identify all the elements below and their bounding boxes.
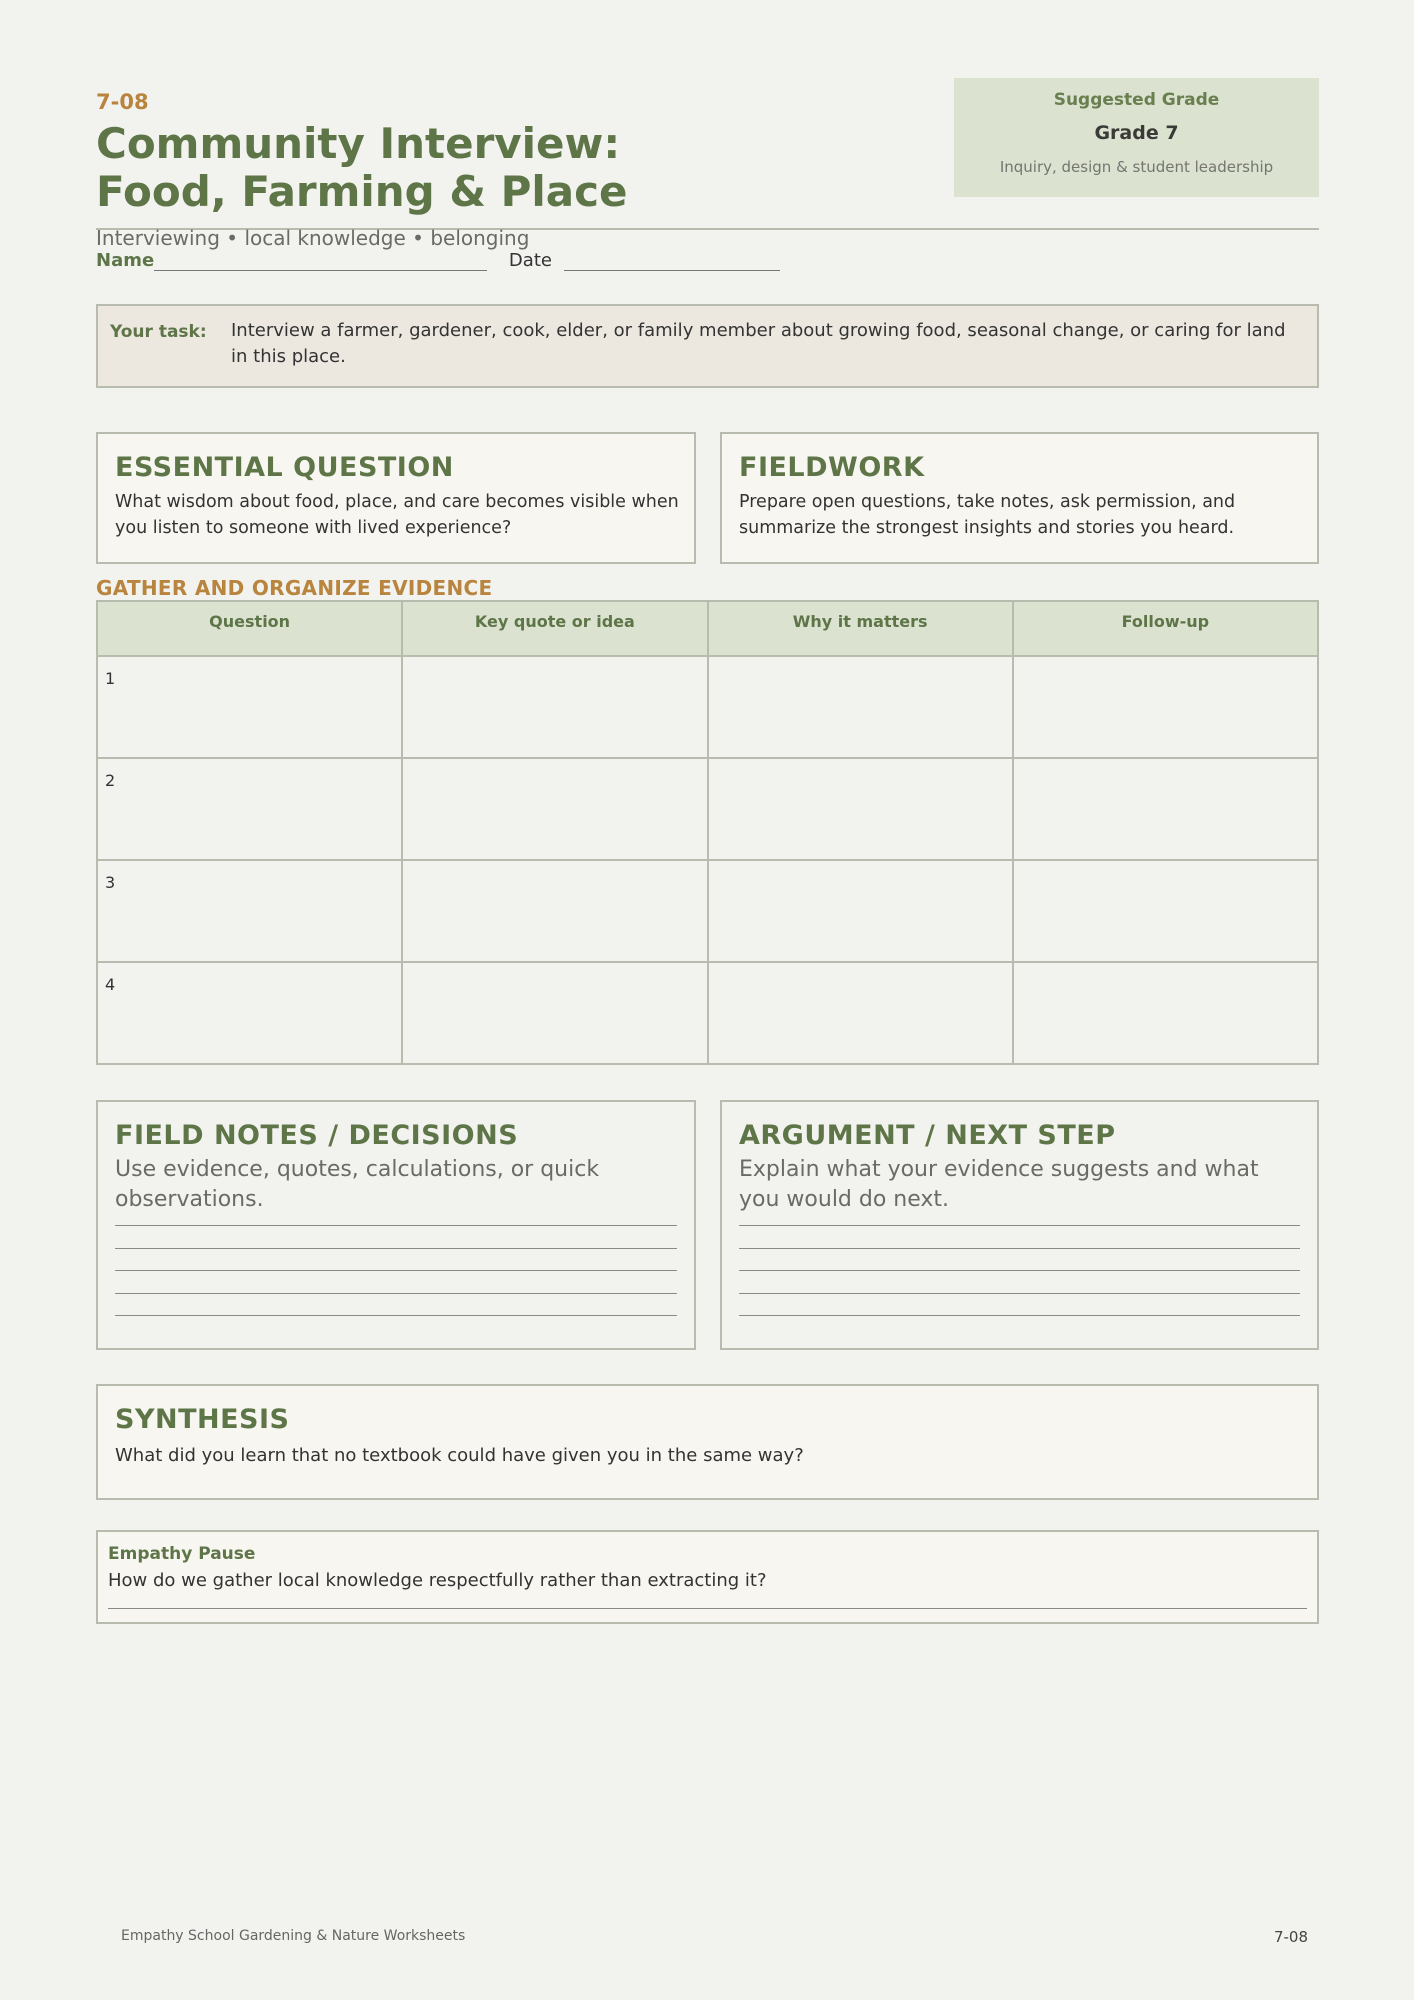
writing-line[interactable] bbox=[739, 1293, 1300, 1294]
footer-page-code: 7-08 bbox=[1273, 1928, 1308, 1946]
writing-line[interactable] bbox=[115, 1270, 677, 1271]
table-cell[interactable] bbox=[1013, 656, 1318, 758]
table-cell[interactable] bbox=[402, 656, 707, 758]
grade-box-description: Inquiry, design & student leadership bbox=[999, 158, 1274, 176]
worksheet-code: 7-08 bbox=[96, 90, 149, 114]
writing-line[interactable] bbox=[115, 1225, 677, 1226]
table-row bbox=[97, 656, 1318, 758]
argument-prompt: Explain what your evidence suggests and what you would do next. bbox=[739, 1157, 1259, 1212]
field-notes-prompt: Use evidence, quotes, calculations, or quick observations. bbox=[115, 1157, 600, 1212]
writing-line[interactable] bbox=[108, 1608, 1307, 1609]
writing-line[interactable] bbox=[115, 1293, 677, 1294]
table-cell[interactable] bbox=[1013, 962, 1318, 1064]
argument-heading: ARGUMENT / NEXT STEP bbox=[739, 1120, 1116, 1151]
writing-line[interactable] bbox=[739, 1315, 1300, 1316]
writing-line[interactable] bbox=[739, 1225, 1300, 1226]
writing-line[interactable] bbox=[115, 1315, 677, 1316]
task-box bbox=[96, 304, 1319, 388]
synthesis-card bbox=[96, 1384, 1319, 1500]
task-label: Your task: bbox=[110, 322, 207, 342]
field-notes-heading: FIELD NOTES / DECISIONS bbox=[115, 1120, 519, 1151]
row-number-cell[interactable]: 4 bbox=[97, 962, 402, 1064]
evidence-table-header bbox=[97, 601, 1318, 656]
column-header-key-quote: Key quote or idea bbox=[402, 601, 707, 656]
essential-question-heading: ESSENTIAL QUESTION bbox=[115, 452, 454, 483]
essential-question-card bbox=[96, 432, 696, 564]
grade-box-label: Suggested Grade bbox=[1053, 90, 1220, 110]
table-row bbox=[97, 758, 1318, 860]
fieldwork-heading: FIELDWORK bbox=[739, 452, 925, 483]
table-cell[interactable] bbox=[402, 962, 707, 1064]
fieldwork-card bbox=[720, 432, 1319, 564]
table-cell[interactable] bbox=[402, 860, 707, 962]
empathy-pause-card bbox=[96, 1530, 1319, 1624]
table-cell[interactable] bbox=[708, 860, 1013, 962]
table-row bbox=[97, 860, 1318, 962]
essential-question-text: What wisdom about food, place, and care becomes visible when you listen to someone with lived experience? bbox=[115, 492, 679, 538]
synthesis-heading: SYNTHESIS bbox=[115, 1404, 290, 1435]
synthesis-text: What did you learn that no textbook could have given you in the same way? bbox=[115, 1445, 804, 1466]
empathy-pause-text: How do we gather local knowledge respectfully rather than extracting it? bbox=[108, 1570, 767, 1591]
column-header-follow-up: Follow-up bbox=[1013, 601, 1318, 656]
column-header-why-it-matters: Why it matters bbox=[708, 601, 1013, 656]
table-cell[interactable] bbox=[708, 656, 1013, 758]
writing-line[interactable] bbox=[115, 1248, 677, 1249]
footer-series-title: Empathy School Gardening & Nature Worksheets bbox=[121, 1928, 466, 1944]
name-field[interactable] bbox=[154, 252, 487, 271]
writing-line[interactable] bbox=[739, 1248, 1300, 1249]
table-row bbox=[97, 962, 1318, 1064]
table-cell[interactable] bbox=[1013, 860, 1318, 962]
page-title bbox=[96, 120, 628, 216]
task-text: Interview a farmer, gardener, cook, elder, or family member about growing food, seasonal change, or caring for land in this place. bbox=[231, 320, 1286, 367]
empathy-pause-label: Empathy Pause bbox=[108, 1544, 256, 1564]
title-line-2: Food, Farming & Place bbox=[96, 167, 628, 216]
column-header-question: Question bbox=[97, 601, 402, 656]
table-cell[interactable] bbox=[402, 758, 707, 860]
row-number-cell[interactable]: 3 bbox=[97, 860, 402, 962]
row-number-cell[interactable]: 1 bbox=[97, 656, 402, 758]
argument-card bbox=[720, 1100, 1319, 1350]
evidence-heading: GATHER AND ORGANIZE EVIDENCE bbox=[96, 576, 493, 600]
name-label: Name bbox=[96, 250, 155, 271]
student-info-row bbox=[96, 250, 780, 271]
evidence-table bbox=[96, 600, 1319, 1065]
date-field[interactable] bbox=[564, 252, 780, 271]
grade-box-grade: Grade 7 bbox=[1094, 122, 1179, 144]
fieldwork-text: Prepare open questions, take notes, ask permission, and summarize the strongest insights and stories you heard. bbox=[739, 492, 1236, 538]
table-cell[interactable] bbox=[708, 758, 1013, 860]
grade-box bbox=[954, 78, 1319, 197]
field-notes-card bbox=[96, 1100, 696, 1350]
table-cell[interactable] bbox=[708, 962, 1013, 1064]
title-line-1: Community Interview: bbox=[96, 119, 621, 168]
writing-line[interactable] bbox=[739, 1270, 1300, 1271]
page-subtitle: Interviewing • local knowledge • belonging bbox=[96, 226, 530, 250]
row-number-cell[interactable]: 2 bbox=[97, 758, 402, 860]
date-label: Date bbox=[508, 250, 552, 271]
table-cell[interactable] bbox=[1013, 758, 1318, 860]
